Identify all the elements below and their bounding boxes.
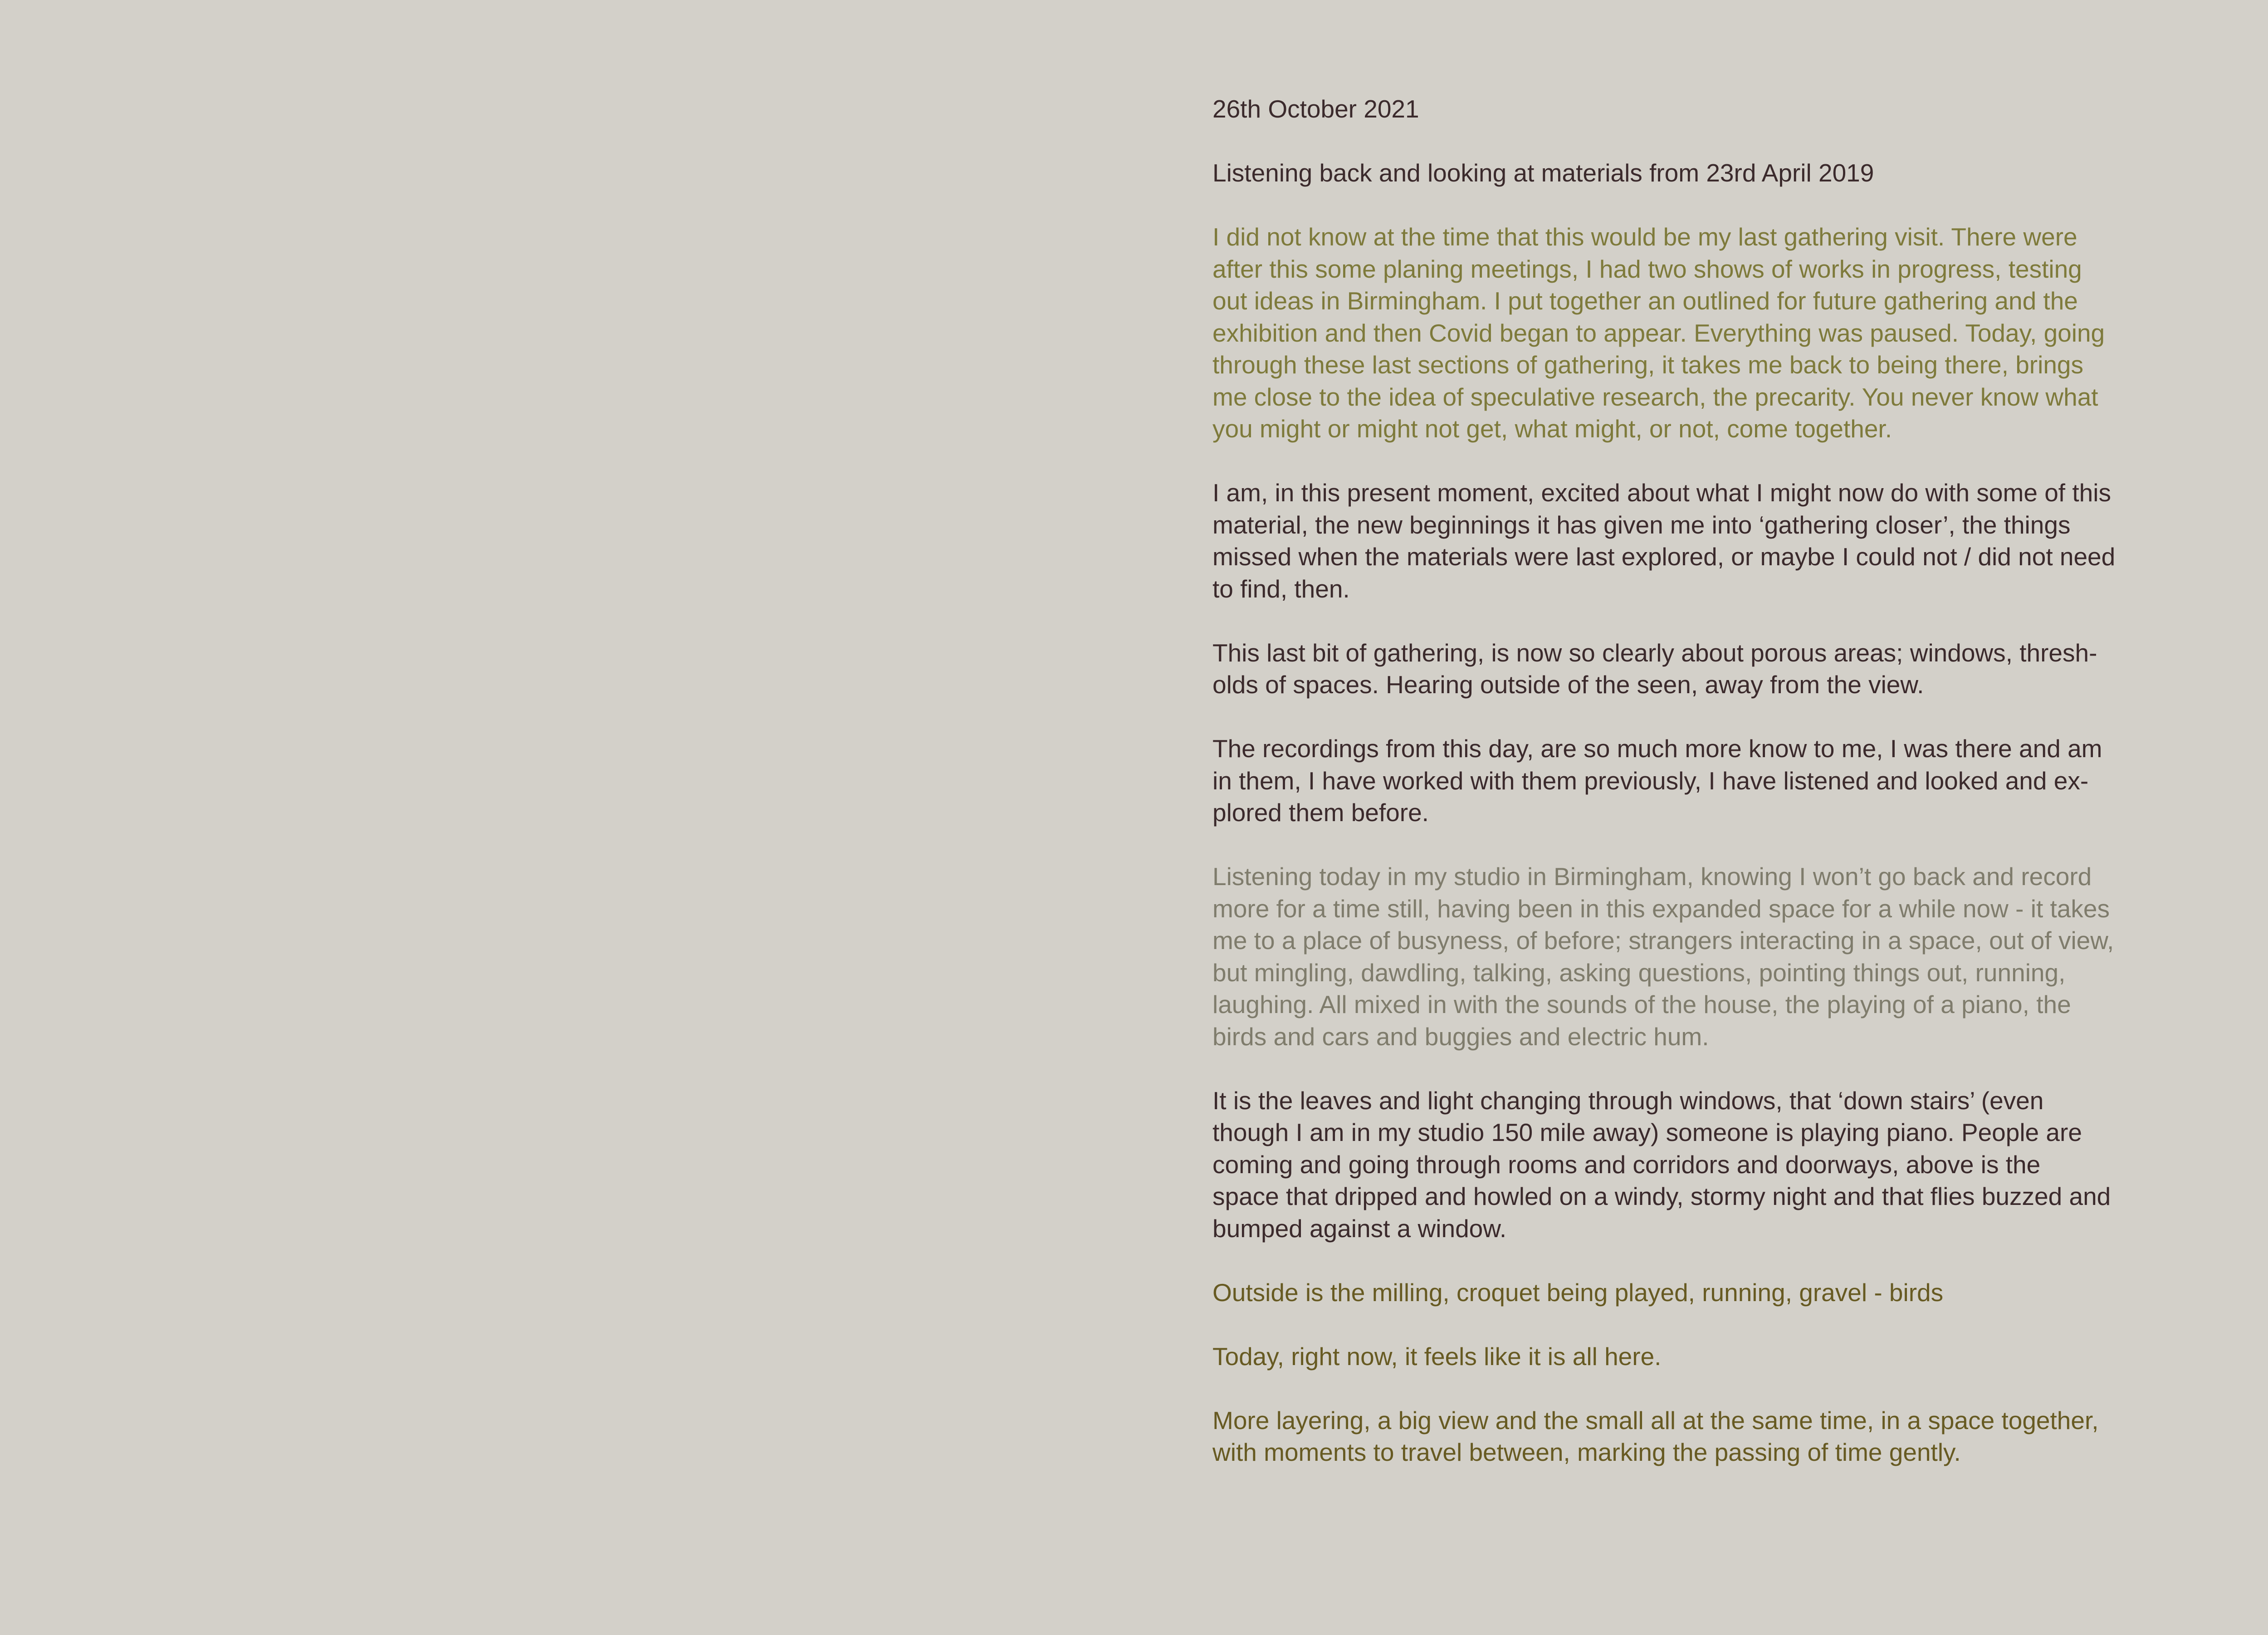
paragraph-last-visit: I did not know at the time that this would be my last gathering visit. There were after this some planing meetings, I had two shows of works in progress, testing out ideas in Birmingham. I put together an outlined for future gathering and the exhibition and then Covid began to appear. Everything was paused. Today, going through these last sections of gathering, it takes me back to being there, brings me close to the idea of speculative research, the precarity. You never know what you might or might not get, what might, or not, come together.	[1212, 223, 2105, 443]
paragraph-outside: Outside is the milling, croquet being played, running, gravel - birds	[1212, 1278, 1944, 1307]
paragraph-leaves-and-light: It is the leaves and light changing through windows, that ‘down stairs’ (even though I am in my studio 150 mile away) someone is playing piano. People are coming and going through rooms and corridors and doorways, above is the space that dripped and howled on a windy, stormy night and that flies buzzed and bumped against a window.	[1212, 1086, 2111, 1243]
journal-subtitle: Listening back and looking at materials from 23rd April 2019	[1212, 159, 1874, 187]
paragraph-present-moment: I am, in this present moment, excited about what I might now do with some of this material, the new beginnings it has given me into ‘gathering closer’, the things missed when the materials were last explored, or maybe I could not / did not need to find, then.	[1212, 479, 2116, 603]
journal-date: 26th October 2021	[1212, 95, 1419, 123]
paragraph-more-layering: More layering, a big view and the small all at the same time, in a space together, with moments to travel between, marking the passing of time gently.	[1212, 1406, 2099, 1466]
paragraph-porous-areas: This last bit of gathering, is now so clearly about porous areas; windows, thresh- olds of spaces. Hearing outside of the seen, away from the view.	[1212, 638, 2097, 699]
paragraph-recordings: The recordings from this day, are so much more know to me, I was there and am in them, I have worked with them previously, I have listened and looked and ex- plored them before.	[1212, 734, 2102, 827]
journal-text-column	[1212, 93, 2206, 1469]
right-page	[1145, 0, 2268, 1635]
paragraph-listening-today: Listening today in my studio in Birmingham, knowing I won’t go back and record more for a time still, having been in this expanded space for a while now - it takes me to a place of busyness, of before; strangers interacting in a space, out of view, but mingling, dawdling, talking, asking questions, pointing things out, running, laughing. All mixed in with the sounds of the house, the playing of a piano, the birds and cars and buggies and electric hum.	[1212, 862, 2114, 1051]
paragraph-today: Today, right now, it feels like it is all here.	[1212, 1342, 1662, 1371]
